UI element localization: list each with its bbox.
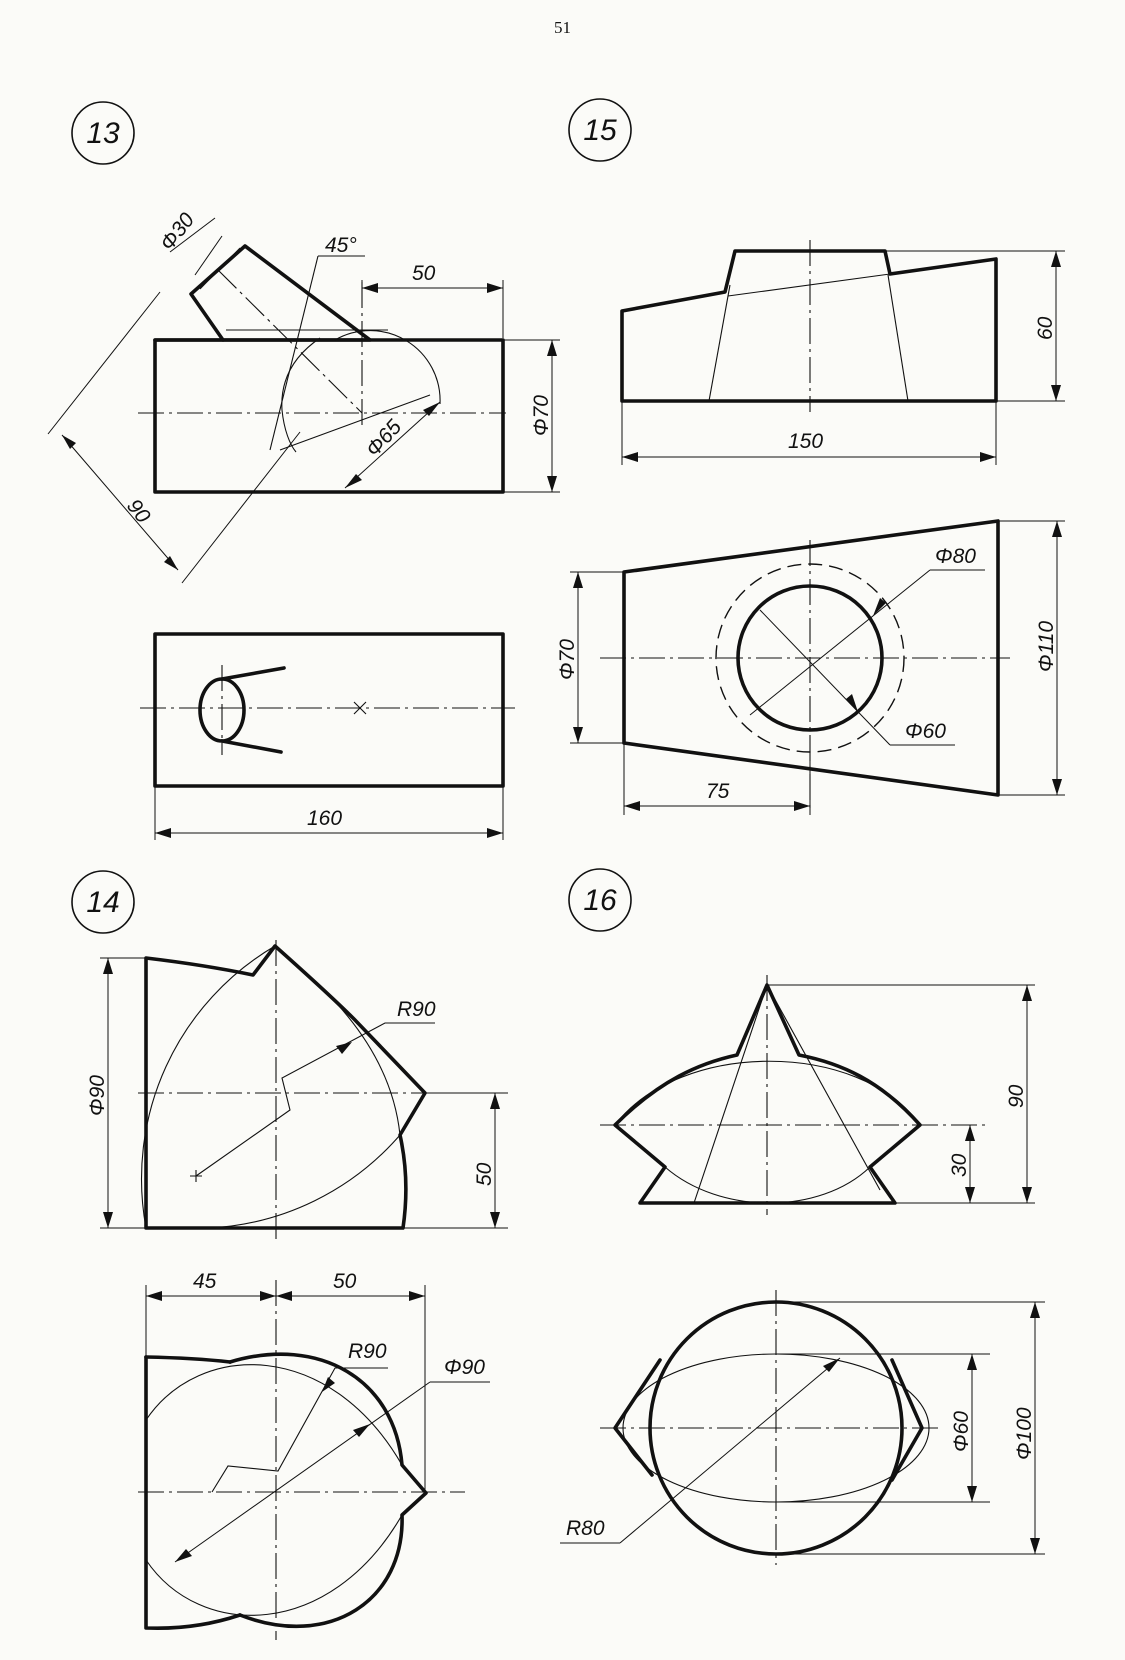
arrow: [146, 1291, 162, 1301]
figure-15-badge-number: 15: [583, 114, 617, 147]
inclined-branch-outline: [191, 246, 370, 340]
figure-14: [72, 871, 508, 1640]
page-number: 51: [554, 18, 571, 37]
dim-label-50-top: 50: [333, 1270, 357, 1293]
arrow: [1052, 779, 1062, 795]
arrow: [573, 727, 583, 743]
dim-label-150: 150: [788, 430, 824, 453]
arrow: [967, 1354, 977, 1370]
arrow: [1051, 251, 1061, 267]
figure-16-front-view: [600, 975, 1035, 1215]
top-view-outline: [155, 634, 503, 786]
arrow: [794, 801, 810, 811]
dim-label-d65: Φ65: [361, 415, 407, 462]
figure-13-top-view: [140, 634, 515, 840]
arrow: [103, 1212, 113, 1228]
figure-15-front-view: [622, 240, 1065, 465]
dim-label-d80: Φ80: [935, 545, 976, 568]
arrow: [980, 452, 996, 462]
figure-13-badge-number: 13: [86, 117, 120, 150]
arrow: [1051, 385, 1061, 401]
front-outline: [622, 251, 996, 401]
section-plane-line: [280, 395, 430, 450]
arrow: [423, 402, 440, 416]
figure-16: [560, 869, 1045, 1565]
figure-15: [556, 99, 1065, 815]
arrow: [164, 556, 178, 570]
inner-arc-left: [142, 946, 275, 1228]
arrow: [62, 435, 76, 449]
arrow: [1022, 1187, 1032, 1203]
figure-14-top-view: [138, 1270, 490, 1640]
arrow: [965, 1187, 975, 1203]
leader-r90: [196, 1023, 435, 1176]
arrow: [336, 1042, 352, 1054]
dim-label-60: 60: [1034, 316, 1057, 340]
arrow: [1030, 1302, 1040, 1318]
figure-15-top-view: [556, 521, 1065, 815]
dim-label-angle: 45°: [325, 234, 357, 257]
dim-label-r90-top: R90: [348, 1340, 387, 1363]
arrow: [175, 1549, 192, 1562]
arrow: [547, 476, 557, 492]
intersection-curve: [282, 338, 320, 452]
dim-label-d60: Φ60: [950, 1411, 973, 1452]
arrow: [1052, 521, 1062, 537]
arrow: [622, 452, 638, 462]
dim-label-75: 75: [706, 780, 730, 803]
dim-label-160: 160: [307, 807, 343, 830]
top-outline-left: [146, 1357, 240, 1628]
dim-label-90: 90: [1005, 1084, 1028, 1108]
dim-label-d70: Φ70: [530, 395, 553, 436]
dim-label-r90: R90: [397, 998, 436, 1021]
dim-label-90: 90: [122, 494, 155, 528]
figure-16-top-view: [560, 1290, 1045, 1565]
dim-label-d90-top: Φ90: [444, 1356, 485, 1379]
dim-label-d90: Φ90: [86, 1075, 109, 1116]
cone-right: [767, 985, 880, 1190]
figure-16-badge-number: 16: [583, 884, 617, 917]
arrow: [260, 1291, 276, 1301]
arrow: [345, 474, 362, 488]
figure-13: [48, 102, 560, 840]
dim-line-d90-top: [175, 1382, 430, 1562]
arrow: [1022, 985, 1032, 1001]
arrow: [103, 958, 113, 974]
front-outline: [146, 946, 425, 1228]
arrow: [1030, 1538, 1040, 1554]
arrow: [362, 283, 378, 293]
sphere-outline: [230, 1354, 426, 1626]
cone-left: [694, 985, 767, 1203]
arrow: [409, 1291, 425, 1301]
arrow: [155, 828, 171, 838]
arrow: [487, 283, 503, 293]
arrow: [965, 1125, 975, 1141]
arrow: [547, 340, 557, 356]
front-cone-right: [888, 275, 908, 401]
ext-line-90-b: [182, 432, 300, 583]
dim-label-d100: Φ100: [1013, 1407, 1036, 1460]
arrow: [487, 828, 503, 838]
front-cut-line: [728, 274, 890, 296]
arrow: [967, 1486, 977, 1502]
dim-label-d30: Φ30: [155, 208, 200, 256]
arrow: [846, 694, 858, 712]
inner-arc-bottom: [210, 1135, 400, 1228]
dim-label-45: 45: [193, 1270, 217, 1293]
center-mark: [190, 1170, 202, 1182]
arrow: [490, 1212, 500, 1228]
dim-label-50: 50: [412, 262, 436, 285]
top-outline-top: [146, 1357, 230, 1362]
dim-label-30: 30: [948, 1153, 971, 1177]
ext-line-d30-b: [200, 248, 240, 289]
front-cone-left: [709, 285, 730, 401]
branch-edge-bottom: [222, 741, 281, 752]
branch-edge-top: [222, 668, 284, 679]
arrow: [490, 1093, 500, 1109]
dim-line-90: [62, 435, 178, 570]
figure-13-front-view: [48, 208, 560, 583]
dim-label-d110: Φ110: [1035, 620, 1058, 672]
inner-arc-bottom: [146, 1515, 402, 1615]
inner-arc-top: [146, 1365, 402, 1465]
dim-label-r80: R80: [566, 1517, 605, 1540]
dim-label-d60: Φ60: [905, 720, 946, 743]
figure-14-front-view: [86, 940, 508, 1240]
figure-14-badge-number: 14: [86, 886, 120, 919]
dim-label-d70: Φ70: [556, 639, 579, 680]
dim-label-50: 50: [473, 1162, 496, 1186]
arrow: [573, 572, 583, 588]
arrow: [624, 801, 640, 811]
arrow: [276, 1291, 292, 1301]
main-cylinder-outline: [155, 340, 503, 492]
